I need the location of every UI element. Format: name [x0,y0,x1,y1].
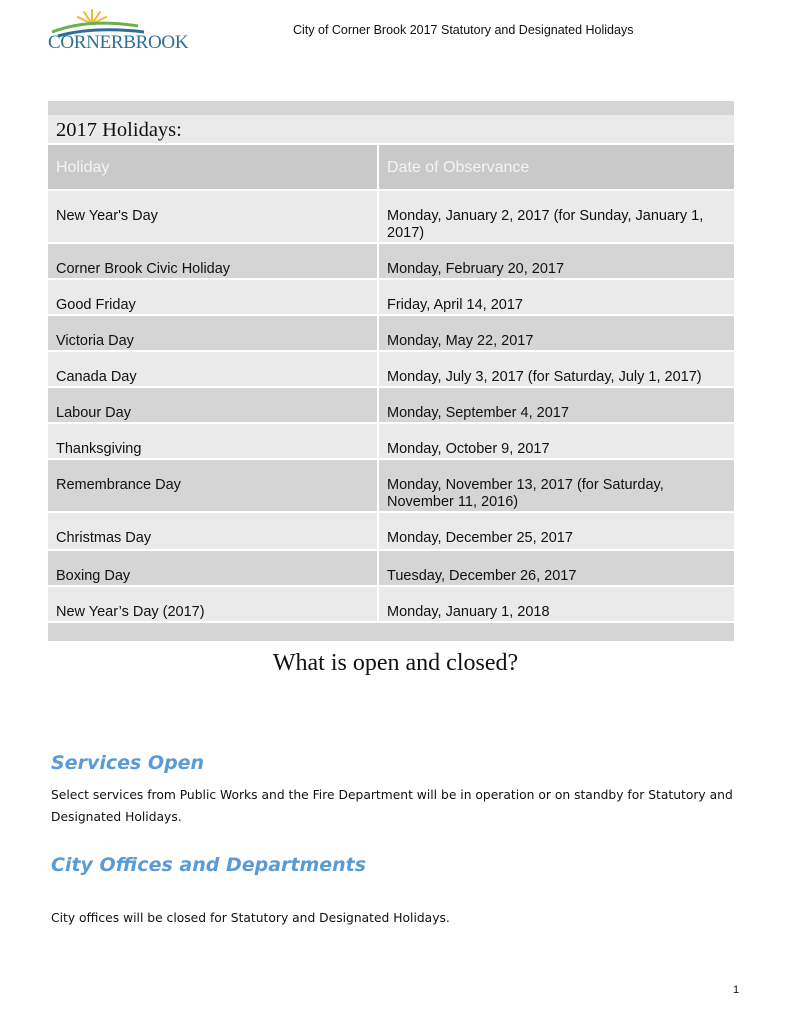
holiday-cell: New Year’s Day (2017) [48,586,378,622]
holiday-cell: Good Friday [48,279,378,315]
holiday-cell: Labour Day [48,387,378,423]
date-cell: Monday, May 22, 2017 [378,315,734,351]
table-row [48,351,734,387]
table-row [48,512,734,550]
logo-text: CORNERBROOK [48,32,189,53]
date-cell: Monday, January 1, 2018 [378,586,734,622]
holiday-cell: Christmas Day [48,512,378,550]
holiday-cell: Corner Brook Civic Holiday [48,243,378,279]
city-offices-text: City offices will be closed for Statutory and Designated Holidays. [51,911,450,925]
holiday-cell: Canada Day [48,351,378,387]
table-row [48,190,734,243]
table-header-row [48,145,734,190]
table-row [48,423,734,459]
table-row [48,279,734,315]
date-cell: Monday, February 20, 2017 [378,243,734,279]
section-title: What is open and closed? [272,650,519,676]
date-cell: Monday, November 13, 2017 (for Saturday, November 11, 2016) [378,459,734,512]
holiday-cell: Thanksgiving [48,423,378,459]
table-row [48,315,734,351]
services-open-text: Select services from Public Works and the Fire Department will be in operation or on standby for Statutory and Designated Holidays. [51,788,733,824]
holiday-cell: Boxing Day [48,550,378,586]
services-open-heading: Services Open [51,752,205,774]
date-cell: Monday, July 3, 2017 (for Saturday, July 1, 2017) [378,351,734,387]
table-row [48,459,734,512]
holiday-cell: Victoria Day [48,315,378,351]
corner-brook-logo [48,4,193,56]
page-number: 1 [733,984,740,996]
document-header-title: City of Corner Brook 2017 Statutory and Designated Holidays [293,23,634,37]
table-row [48,387,734,423]
date-cell: Friday, April 14, 2017 [378,279,734,315]
table-row [48,550,734,586]
table-top-bar [48,101,734,115]
date-cell: Monday, January 2, 2017 (for Sunday, January 1, 2017) [378,190,734,243]
date-cell: Monday, October 9, 2017 [378,423,734,459]
table-row [48,243,734,279]
holiday-cell: New Year's Day [48,190,378,243]
city-offices-heading: City Offices and Departments [51,854,367,876]
table-row [48,586,734,622]
table-bottom-bar [48,623,734,641]
date-cell: Monday, December 25, 2017 [378,512,734,550]
date-cell: Monday, September 4, 2017 [378,387,734,423]
holidays-table-container [48,101,734,641]
date-cell: Tuesday, December 26, 2017 [378,550,734,586]
column-header-date: Date of Observance [378,145,734,190]
holidays-table [48,145,734,623]
table-title: 2017 Holidays: [48,115,734,145]
column-header-holiday: Holiday [48,145,378,190]
holiday-cell: Remembrance Day [48,459,378,512]
